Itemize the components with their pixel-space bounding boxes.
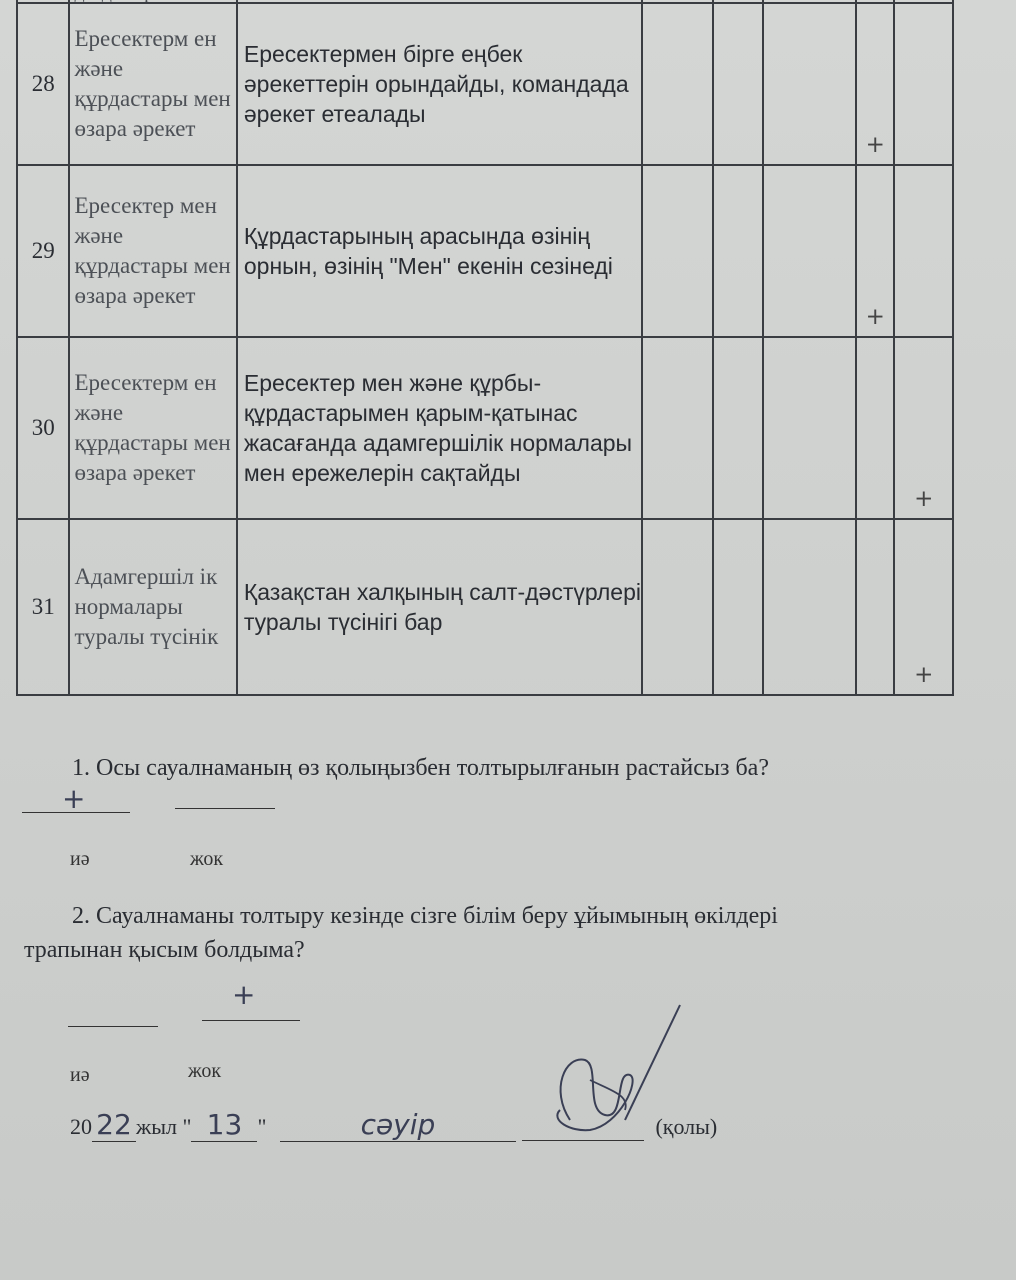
check-mark: + (894, 337, 953, 519)
check-mark: + (856, 165, 894, 337)
signature-label: (қолы) (655, 1114, 718, 1139)
row-number: 31 (17, 519, 69, 695)
row-number: 29 (17, 165, 69, 337)
q2-no-mark: + (232, 978, 256, 1011)
question-2-line-2: трапынан қысым болдыма? (24, 937, 305, 963)
question-2-line-1: 2. Сауалнаманы толтыру кезінде сізге білім беру ұйымының өкілдері (72, 903, 778, 929)
description-cell: Құрдастарының арасында өзінің орнын, өзінің "Мен" екенін сезінеді (237, 165, 642, 337)
assessment-table (16, 0, 954, 696)
q2-yes-line (68, 1026, 158, 1027)
table-row (17, 165, 953, 337)
check-mark: + (856, 3, 894, 165)
quote-close: " (257, 1114, 267, 1139)
description-cell: Ересектер мен және құрбы-құрдастарымен қарым-қатынас жасағанда адамгершілік нормалары мен ережелерін сақтайды (237, 337, 642, 519)
check-mark: + (894, 519, 953, 695)
q2-no-label: жок (188, 1060, 222, 1082)
q2-no-line (202, 1020, 300, 1021)
description-cell: Ересектермен бірге еңбек әрекеттерін орындайды, командада әрекет етеалады (237, 3, 642, 165)
indicator-cell: Ересектерм ен және құрдастары мен өзара әрекет (69, 3, 236, 165)
q2-yes-label: иә (70, 1064, 90, 1086)
table-row (17, 337, 953, 519)
row-number: 28 (17, 3, 69, 165)
q1-yes-mark: + (62, 782, 86, 815)
description-cell: Қазақстан халқының салт-дәстүрлері туралы түсінігі бар (237, 519, 642, 695)
year-suffix: жыл " (136, 1114, 192, 1139)
q1-no-label: жок (190, 848, 224, 870)
year-prefix: 20 (70, 1114, 92, 1139)
indicator-cell: Адамгершіл ік нормалары туралы түсінік (69, 519, 236, 695)
year-handwritten: 22 (92, 1108, 136, 1142)
indicator-cell: Ересектер мен және құрдастары мен өзара әрекет (69, 165, 236, 337)
month-handwritten: сәуір (280, 1108, 516, 1142)
table-row (17, 3, 953, 165)
question-1: 1. Осы сауалнаманың өз қолыңызбен толтырылғанын растайсыз ба? (72, 755, 769, 781)
day-handwritten: 13 (191, 1108, 257, 1142)
q1-yes-label: иә (70, 848, 90, 870)
q1-no-line (175, 808, 275, 809)
row-number: 30 (17, 337, 69, 519)
indicator-cell: Ересектерм ен және құрдастары мен өзара әрекет (69, 337, 236, 519)
signature-scribble (530, 1000, 690, 1140)
table-row (17, 519, 953, 695)
